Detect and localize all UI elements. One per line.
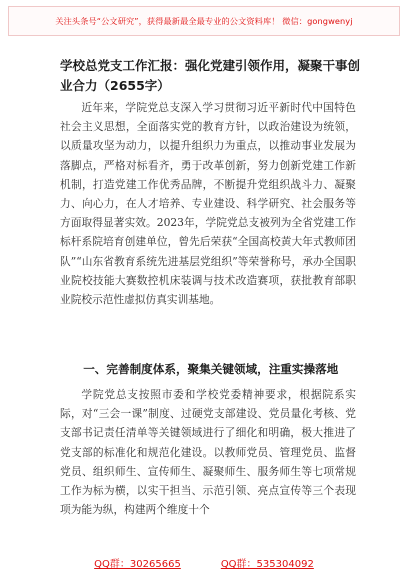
section-heading: 一、完善制度体系，聚集关键领域，注重实操落地	[83, 362, 339, 376]
section-paragraph: 学院党总支按照市委和学校党委精神要求，根据院系实际，对“三会一课”制度、过硬党支部建设、党员量化考核、党支部书记责任清单等关键领域进行了细化和明确，极大推进了党支部的标准化和规范化建设。以教师党员、管理党员、监督党员、组织师生、宣传师生、凝聚师生、服务师生等七项常规工作为标为横，以实干担当、示范引领、亮点宣传等三个表现项为能为纵，构建两个维度十个	[60, 388, 356, 517]
section-body	[60, 385, 356, 519]
footer-contacts	[0, 555, 408, 570]
promo-banner	[8, 6, 400, 36]
footer-qq-group-2[interactable]: QQ群：535304092	[220, 559, 314, 570]
document-title: 学校总党支工作汇报：强化党建引领作用，凝聚干事创业合力（2655字）	[60, 58, 361, 93]
intro-paragraph: 近年来，学院党总支深入学习贯彻习近平新时代中国特色社会主义思想，全面落实党的教育方针，以政治建设为统领，以质量攻坚为动力，以提升组织力为重点，以推动事业发展为落脚点，严格对标看齐，勇于改革创新，努力创新党建工作新机制，打造党建工作优秀品牌，不断提升党组织战斗力、凝聚力、向心力，在人才培养、专业建设、科学研究、社会服务等方面取得显著实效。2023年，学院党总支被列为全省党建工作标杆系院培育创建单位，曾先后荣获“全国高校黄大年式教师团队”“山东省教育系统先进基层党组织”等荣誉称号，承办全国职业院校技能大赛数控机床装调与技术改造赛项，获批教育部职业院校示范性虚拟仿真实训基地。	[60, 101, 356, 307]
footer-qq-group-1[interactable]: QQ群：30265665	[94, 559, 181, 570]
promo-banner-text: 关注头条号“公文研究”，获得最新最全最专业的公文资料库！ 微信：gongwenyj	[55, 15, 353, 26]
intro-section	[60, 98, 356, 309]
